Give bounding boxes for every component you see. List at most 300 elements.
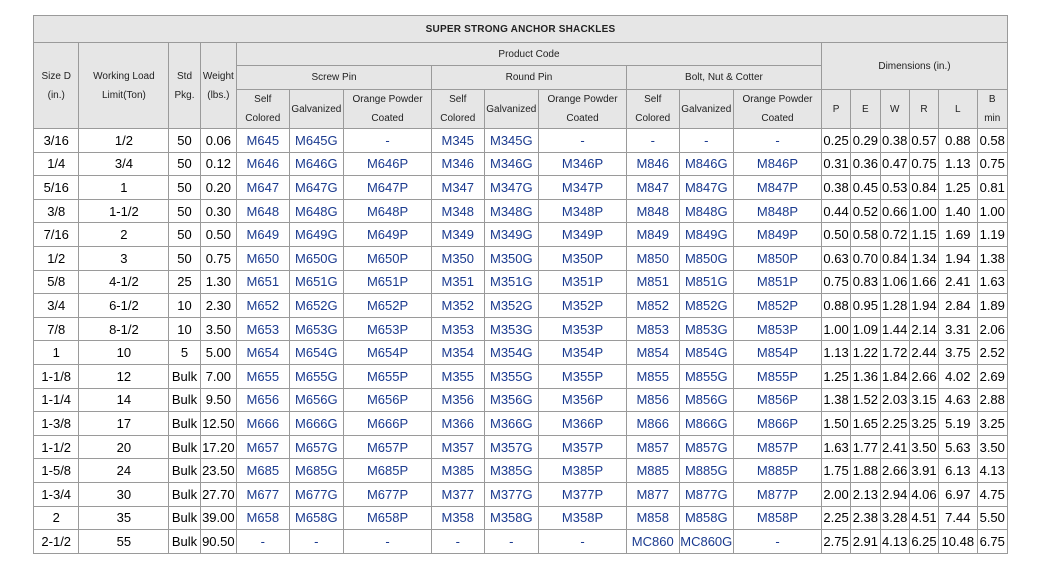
cell-round-self: M355 — [432, 364, 485, 388]
cell-dim-l: 4.02 — [939, 364, 977, 388]
cell-dim-b: 3.25 — [977, 412, 1008, 436]
header-size: Size D (in.) — [34, 43, 79, 129]
cell-round-self: M357 — [432, 435, 485, 459]
cell-working-load: 24 — [79, 459, 169, 483]
cell-round-self: M348 — [432, 199, 485, 223]
cell-size: 1-5/8 — [34, 459, 79, 483]
cell-bolt-galv: M852G — [679, 294, 734, 318]
cell-bolt-galv: - — [679, 129, 734, 153]
cell-screw-galv: M658G — [289, 506, 344, 530]
cell-bolt-self: M852 — [626, 294, 679, 318]
cell-screw-galv: M647G — [289, 176, 344, 200]
cell-size: 3/4 — [34, 294, 79, 318]
cell-dim-w: 1.72 — [880, 341, 909, 365]
cell-bolt-self: M847 — [626, 176, 679, 200]
cell-dim-p: 2.00 — [821, 482, 850, 506]
cell-dim-l: 1.13 — [939, 152, 977, 176]
cell-bolt-orange: M852P — [734, 294, 822, 318]
cell-dim-p: 2.25 — [821, 506, 850, 530]
cell-bolt-galv: M856G — [679, 388, 734, 412]
cell-round-self: M377 — [432, 482, 485, 506]
cell-working-load: 30 — [79, 482, 169, 506]
cell-round-orange: M348P — [539, 199, 627, 223]
cell-screw-orange: M658P — [344, 506, 432, 530]
cell-screw-orange: M647P — [344, 176, 432, 200]
cell-std-pkg: 10 — [169, 317, 200, 341]
cell-dim-b: 0.81 — [977, 176, 1008, 200]
cell-round-self: M353 — [432, 317, 485, 341]
header-product-code: Product Code — [237, 43, 822, 66]
cell-dim-r: 1.15 — [909, 223, 938, 247]
cell-weight: 23.50 — [200, 459, 236, 483]
cell-screw-orange: M655P — [344, 364, 432, 388]
cell-screw-self: M655 — [237, 364, 290, 388]
cell-std-pkg: Bulk — [169, 388, 200, 412]
cell-bolt-self: M853 — [626, 317, 679, 341]
shackles-table — [33, 15, 1008, 554]
cell-dim-w: 2.41 — [880, 435, 909, 459]
header-self-colored: Self Colored — [626, 90, 679, 129]
cell-round-galv: M377G — [484, 482, 539, 506]
cell-bolt-orange: M858P — [734, 506, 822, 530]
cell-dim-r: 0.75 — [909, 152, 938, 176]
table-row — [34, 317, 1008, 341]
cell-screw-galv: M685G — [289, 459, 344, 483]
cell-dim-b: 5.50 — [977, 506, 1008, 530]
cell-screw-orange: - — [344, 530, 432, 554]
cell-screw-galv: M649G — [289, 223, 344, 247]
cell-dim-e: 2.13 — [851, 482, 880, 506]
cell-std-pkg: 25 — [169, 270, 200, 294]
cell-screw-orange: M652P — [344, 294, 432, 318]
cell-dim-l: 2.41 — [939, 270, 977, 294]
cell-dim-p: 1.75 — [821, 459, 850, 483]
cell-dim-b: 1.89 — [977, 294, 1008, 318]
cell-size: 7/8 — [34, 317, 79, 341]
cell-weight: 90.50 — [200, 530, 236, 554]
cell-dim-l: 5.63 — [939, 435, 977, 459]
cell-screw-galv: M656G — [289, 388, 344, 412]
cell-dim-p: 0.88 — [821, 294, 850, 318]
cell-bolt-galv: M847G — [679, 176, 734, 200]
cell-screw-galv: M677G — [289, 482, 344, 506]
table-row — [34, 270, 1008, 294]
table-row — [34, 530, 1008, 554]
cell-bolt-orange: M885P — [734, 459, 822, 483]
cell-dim-p: 0.50 — [821, 223, 850, 247]
cell-bolt-self: M858 — [626, 506, 679, 530]
cell-dim-w: 0.53 — [880, 176, 909, 200]
table-title: SUPER STRONG ANCHOR SHACKLES — [34, 16, 1008, 43]
cell-size: 3/8 — [34, 199, 79, 223]
cell-dim-e: 1.88 — [851, 459, 880, 483]
header-self-colored: Self Colored — [237, 90, 290, 129]
header-bolt-nut-cotter: Bolt, Nut & Cotter — [626, 66, 821, 90]
cell-bolt-galv: M853G — [679, 317, 734, 341]
cell-working-load: 3/4 — [79, 152, 169, 176]
cell-dim-l: 3.75 — [939, 341, 977, 365]
cell-round-self: M349 — [432, 223, 485, 247]
cell-screw-self: M653 — [237, 317, 290, 341]
cell-bolt-orange: M846P — [734, 152, 822, 176]
header-self-colored: Self Colored — [432, 90, 485, 129]
header-galvanized: Galvanized — [484, 90, 539, 129]
cell-round-orange: M355P — [539, 364, 627, 388]
cell-dim-w: 2.94 — [880, 482, 909, 506]
cell-dim-b: 6.75 — [977, 530, 1008, 554]
cell-round-orange: M358P — [539, 506, 627, 530]
cell-round-orange: M377P — [539, 482, 627, 506]
cell-dim-p: 2.75 — [821, 530, 850, 554]
table-row — [34, 388, 1008, 412]
cell-round-orange: M357P — [539, 435, 627, 459]
header-orange-powder: Orange Powder Coated — [539, 90, 627, 129]
header-orange-powder: Orange Powder Coated — [734, 90, 822, 129]
cell-std-pkg: 50 — [169, 223, 200, 247]
cell-round-galv: - — [484, 530, 539, 554]
cell-std-pkg: 50 — [169, 176, 200, 200]
cell-weight: 17.20 — [200, 435, 236, 459]
cell-bolt-galv: M848G — [679, 199, 734, 223]
cell-weight: 3.50 — [200, 317, 236, 341]
cell-round-self: M350 — [432, 246, 485, 270]
header-working-load: Working Load Limit(Ton) — [79, 43, 169, 129]
table-row — [34, 412, 1008, 436]
cell-bolt-self: M866 — [626, 412, 679, 436]
cell-dim-e: 1.77 — [851, 435, 880, 459]
cell-dim-l: 6.97 — [939, 482, 977, 506]
cell-bolt-galv: M855G — [679, 364, 734, 388]
cell-working-load: 1/2 — [79, 129, 169, 153]
cell-dim-r: 4.51 — [909, 506, 938, 530]
cell-dim-r: 1.66 — [909, 270, 938, 294]
cell-bolt-galv: M857G — [679, 435, 734, 459]
cell-size: 1-1/4 — [34, 388, 79, 412]
table-row — [34, 176, 1008, 200]
cell-screw-self: M645 — [237, 129, 290, 153]
cell-round-self: M352 — [432, 294, 485, 318]
header-galvanized: Galvanized — [679, 90, 734, 129]
cell-bolt-galv: M849G — [679, 223, 734, 247]
cell-working-load: 3 — [79, 246, 169, 270]
cell-dim-r: 1.94 — [909, 294, 938, 318]
header-orange-powder: Orange Powder Coated — [344, 90, 432, 129]
header-weight: Weight (lbs.) — [200, 43, 236, 129]
cell-dim-e: 1.36 — [851, 364, 880, 388]
cell-dim-b: 0.75 — [977, 152, 1008, 176]
cell-size: 3/16 — [34, 129, 79, 153]
cell-dim-e: 1.65 — [851, 412, 880, 436]
cell-dim-l: 5.19 — [939, 412, 977, 436]
cell-dim-r: 2.14 — [909, 317, 938, 341]
cell-screw-orange: - — [344, 129, 432, 153]
cell-round-galv: M346G — [484, 152, 539, 176]
cell-round-galv: M351G — [484, 270, 539, 294]
cell-std-pkg: Bulk — [169, 459, 200, 483]
cell-std-pkg: Bulk — [169, 435, 200, 459]
cell-size: 1-3/4 — [34, 482, 79, 506]
table-row — [34, 199, 1008, 223]
cell-dim-w: 2.03 — [880, 388, 909, 412]
cell-round-orange: M354P — [539, 341, 627, 365]
cell-screw-self: M677 — [237, 482, 290, 506]
cell-working-load: 10 — [79, 341, 169, 365]
header-dimensions: Dimensions (in.) — [821, 43, 1007, 90]
cell-weight: 0.06 — [200, 129, 236, 153]
cell-dim-e: 0.36 — [851, 152, 880, 176]
cell-size: 2-1/2 — [34, 530, 79, 554]
cell-round-self: M354 — [432, 341, 485, 365]
cell-dim-e: 0.70 — [851, 246, 880, 270]
table-row — [34, 294, 1008, 318]
cell-weight: 12.50 — [200, 412, 236, 436]
cell-working-load: 6-1/2 — [79, 294, 169, 318]
cell-size: 1-1/2 — [34, 435, 79, 459]
cell-size: 1/2 — [34, 246, 79, 270]
cell-round-self: M345 — [432, 129, 485, 153]
cell-dim-w: 0.38 — [880, 129, 909, 153]
cell-dim-r: 3.50 — [909, 435, 938, 459]
cell-size: 1/4 — [34, 152, 79, 176]
cell-dim-p: 0.31 — [821, 152, 850, 176]
cell-round-orange: M350P — [539, 246, 627, 270]
cell-screw-self: M647 — [237, 176, 290, 200]
cell-dim-w: 0.66 — [880, 199, 909, 223]
cell-dim-p: 0.38 — [821, 176, 850, 200]
cell-round-self: M358 — [432, 506, 485, 530]
cell-bolt-orange: M856P — [734, 388, 822, 412]
cell-round-galv: M353G — [484, 317, 539, 341]
cell-bolt-orange: M866P — [734, 412, 822, 436]
cell-screw-orange: M646P — [344, 152, 432, 176]
cell-bolt-orange: M854P — [734, 341, 822, 365]
cell-bolt-self: M885 — [626, 459, 679, 483]
cell-screw-self: M657 — [237, 435, 290, 459]
cell-std-pkg: 50 — [169, 129, 200, 153]
cell-std-pkg: Bulk — [169, 482, 200, 506]
cell-working-load: 2 — [79, 223, 169, 247]
table-row — [34, 341, 1008, 365]
cell-dim-l: 6.13 — [939, 459, 977, 483]
cell-std-pkg: 50 — [169, 199, 200, 223]
cell-bolt-self: M850 — [626, 246, 679, 270]
cell-dim-e: 2.91 — [851, 530, 880, 554]
cell-dim-w: 0.72 — [880, 223, 909, 247]
cell-dim-w: 2.66 — [880, 459, 909, 483]
cell-screw-galv: M666G — [289, 412, 344, 436]
cell-round-self: M351 — [432, 270, 485, 294]
header-dim-p: P — [821, 90, 850, 129]
table-row — [34, 364, 1008, 388]
cell-dim-p: 0.63 — [821, 246, 850, 270]
cell-size: 5/8 — [34, 270, 79, 294]
cell-round-orange: M351P — [539, 270, 627, 294]
cell-dim-l: 10.48 — [939, 530, 977, 554]
cell-screw-galv: M650G — [289, 246, 344, 270]
cell-working-load: 35 — [79, 506, 169, 530]
cell-dim-l: 1.94 — [939, 246, 977, 270]
cell-bolt-galv: M866G — [679, 412, 734, 436]
cell-round-orange: M347P — [539, 176, 627, 200]
cell-bolt-self: M846 — [626, 152, 679, 176]
cell-dim-r: 2.66 — [909, 364, 938, 388]
cell-dim-b: 1.19 — [977, 223, 1008, 247]
cell-screw-galv: M648G — [289, 199, 344, 223]
table-row — [34, 459, 1008, 483]
cell-screw-galv: M655G — [289, 364, 344, 388]
cell-std-pkg: 50 — [169, 246, 200, 270]
cell-screw-orange: M666P — [344, 412, 432, 436]
cell-dim-r: 3.25 — [909, 412, 938, 436]
cell-dim-l: 2.84 — [939, 294, 977, 318]
cell-round-orange: M349P — [539, 223, 627, 247]
cell-dim-p: 1.00 — [821, 317, 850, 341]
cell-dim-e: 0.58 — [851, 223, 880, 247]
cell-weight: 0.50 — [200, 223, 236, 247]
cell-dim-b: 2.52 — [977, 341, 1008, 365]
header-dim-r: R — [909, 90, 938, 129]
cell-dim-w: 2.25 — [880, 412, 909, 436]
cell-dim-p: 0.25 — [821, 129, 850, 153]
table-row — [34, 223, 1008, 247]
cell-screw-galv: M657G — [289, 435, 344, 459]
cell-screw-galv: M651G — [289, 270, 344, 294]
cell-dim-r: 3.15 — [909, 388, 938, 412]
cell-weight: 5.00 — [200, 341, 236, 365]
cell-dim-p: 1.63 — [821, 435, 850, 459]
cell-dim-l: 1.25 — [939, 176, 977, 200]
cell-std-pkg: Bulk — [169, 364, 200, 388]
cell-bolt-self: M849 — [626, 223, 679, 247]
table-row — [34, 482, 1008, 506]
cell-bolt-self: M851 — [626, 270, 679, 294]
cell-bolt-self: - — [626, 129, 679, 153]
cell-screw-self: - — [237, 530, 290, 554]
cell-round-galv: M385G — [484, 459, 539, 483]
table-row — [34, 506, 1008, 530]
cell-screw-orange: M657P — [344, 435, 432, 459]
cell-dim-e: 1.09 — [851, 317, 880, 341]
cell-screw-orange: M651P — [344, 270, 432, 294]
cell-weight: 39.00 — [200, 506, 236, 530]
cell-bolt-orange: M853P — [734, 317, 822, 341]
cell-screw-self: M646 — [237, 152, 290, 176]
cell-dim-b: 1.38 — [977, 246, 1008, 270]
cell-screw-orange: M654P — [344, 341, 432, 365]
cell-bolt-orange: - — [734, 530, 822, 554]
cell-screw-galv: M645G — [289, 129, 344, 153]
cell-dim-e: 0.83 — [851, 270, 880, 294]
cell-dim-e: 0.95 — [851, 294, 880, 318]
cell-dim-p: 1.38 — [821, 388, 850, 412]
cell-bolt-self: M854 — [626, 341, 679, 365]
shackles-table-container — [33, 15, 1008, 554]
cell-bolt-orange: M847P — [734, 176, 822, 200]
cell-round-galv: M355G — [484, 364, 539, 388]
cell-dim-l: 1.40 — [939, 199, 977, 223]
cell-round-self: M347 — [432, 176, 485, 200]
cell-screw-self: M666 — [237, 412, 290, 436]
cell-size: 5/16 — [34, 176, 79, 200]
cell-screw-self: M685 — [237, 459, 290, 483]
header-dim-b: B min — [977, 90, 1008, 129]
cell-bolt-galv: M885G — [679, 459, 734, 483]
cell-dim-l: 3.31 — [939, 317, 977, 341]
cell-weight: 27.70 — [200, 482, 236, 506]
cell-round-orange: M352P — [539, 294, 627, 318]
cell-screw-orange: M649P — [344, 223, 432, 247]
header-dim-l: L — [939, 90, 977, 129]
cell-dim-r: 1.34 — [909, 246, 938, 270]
cell-dim-b: 2.06 — [977, 317, 1008, 341]
cell-round-self: M366 — [432, 412, 485, 436]
cell-round-orange: M356P — [539, 388, 627, 412]
cell-dim-b: 2.69 — [977, 364, 1008, 388]
cell-round-galv: M357G — [484, 435, 539, 459]
cell-dim-e: 2.38 — [851, 506, 880, 530]
cell-bolt-galv: M851G — [679, 270, 734, 294]
cell-screw-self: M652 — [237, 294, 290, 318]
cell-dim-r: 4.06 — [909, 482, 938, 506]
cell-weight: 2.30 — [200, 294, 236, 318]
table-row — [34, 246, 1008, 270]
cell-bolt-orange: M855P — [734, 364, 822, 388]
cell-bolt-galv: M858G — [679, 506, 734, 530]
cell-dim-l: 0.88 — [939, 129, 977, 153]
cell-size: 2 — [34, 506, 79, 530]
cell-round-orange: - — [539, 129, 627, 153]
cell-bolt-orange: M877P — [734, 482, 822, 506]
cell-round-self: M356 — [432, 388, 485, 412]
cell-size: 7/16 — [34, 223, 79, 247]
cell-dim-w: 3.28 — [880, 506, 909, 530]
cell-dim-r: 2.44 — [909, 341, 938, 365]
cell-dim-w: 1.06 — [880, 270, 909, 294]
cell-screw-orange: M650P — [344, 246, 432, 270]
cell-working-load: 8-1/2 — [79, 317, 169, 341]
cell-round-orange: M385P — [539, 459, 627, 483]
cell-bolt-orange: M851P — [734, 270, 822, 294]
cell-screw-self: M658 — [237, 506, 290, 530]
cell-dim-p: 1.13 — [821, 341, 850, 365]
cell-round-orange: M353P — [539, 317, 627, 341]
cell-dim-w: 4.13 — [880, 530, 909, 554]
cell-dim-b: 2.88 — [977, 388, 1008, 412]
cell-round-galv: M366G — [484, 412, 539, 436]
cell-bolt-orange: M850P — [734, 246, 822, 270]
cell-round-galv: M352G — [484, 294, 539, 318]
cell-screw-orange: M648P — [344, 199, 432, 223]
cell-screw-self: M651 — [237, 270, 290, 294]
cell-screw-orange: M653P — [344, 317, 432, 341]
cell-bolt-self: M857 — [626, 435, 679, 459]
cell-bolt-orange: M848P — [734, 199, 822, 223]
table-row — [34, 435, 1008, 459]
header-dim-w: W — [880, 90, 909, 129]
cell-working-load: 1 — [79, 176, 169, 200]
cell-bolt-orange: M857P — [734, 435, 822, 459]
cell-weight: 1.30 — [200, 270, 236, 294]
cell-round-orange: - — [539, 530, 627, 554]
cell-dim-e: 1.52 — [851, 388, 880, 412]
cell-dim-r: 0.57 — [909, 129, 938, 153]
cell-bolt-galv: M850G — [679, 246, 734, 270]
cell-bolt-self: M877 — [626, 482, 679, 506]
cell-round-self: - — [432, 530, 485, 554]
cell-round-galv: M348G — [484, 199, 539, 223]
cell-round-galv: M358G — [484, 506, 539, 530]
cell-dim-p: 1.25 — [821, 364, 850, 388]
